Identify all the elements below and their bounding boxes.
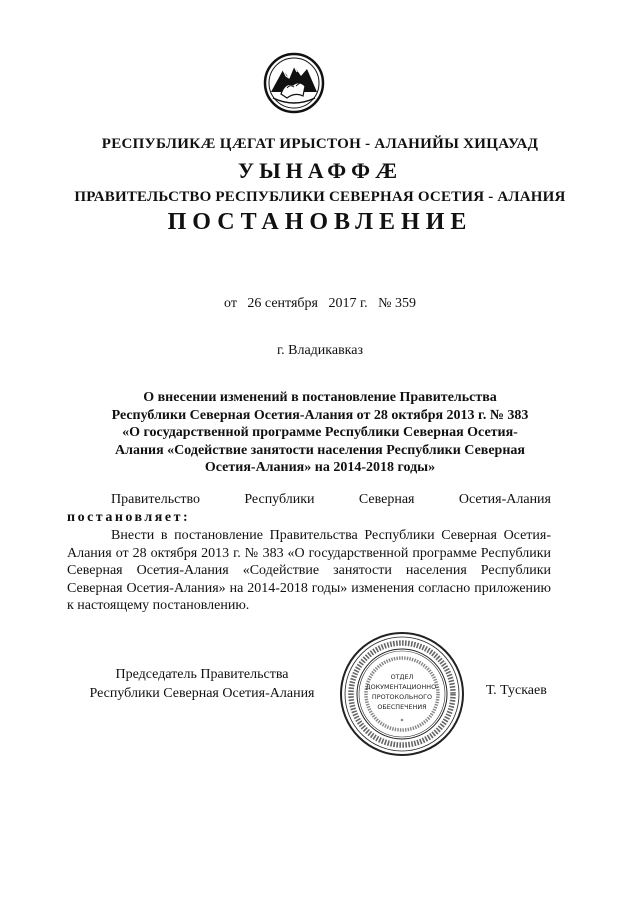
decree-title: [80, 389, 560, 477]
decree-title-line: Осетия-Алания» на 2014-2018 годы»: [204, 460, 436, 475]
decree-date-number: от 26 сентября 2017 г. № 359: [224, 296, 416, 311]
coat-of-arms-icon: [263, 52, 325, 114]
seal-center-line: ДОКУМЕНТАЦИОННО-: [365, 683, 439, 691]
resolves-keyword: постановляет:: [67, 509, 191, 525]
seal-center-line: ПРОТОКОЛЬНОГО: [371, 693, 433, 701]
decree-city: г. Владикавказ: [276, 343, 364, 358]
decree-title-line: О внесении изменений в постановление Правительства: [143, 390, 497, 405]
decree-title-line: Республики Северная Осетия-Алания от 28 октября 2013 г. № 383: [111, 407, 529, 423]
svg-text:*: *: [400, 718, 404, 725]
header-ossetian-decree: УЫНАФФÆ: [237, 158, 403, 183]
seal-center-line: ОБЕСПЕЧЕНИЯ: [377, 703, 427, 711]
seal-center-line: ОТДЕЛ: [390, 673, 414, 681]
signatory-name: Т. Тускаев: [486, 683, 547, 698]
body-paragraph-resolves: [67, 491, 551, 526]
header-russian-government: ПРАВИТЕЛЬСТВО РЕСПУБЛИКИ СЕВЕРНАЯ ОСЕТИЯ - АЛАНИЯ: [74, 189, 566, 205]
official-seal-icon: [338, 630, 466, 758]
signatory-position-line: Председатель Правительства: [115, 667, 289, 682]
signatory-position-line: Республики Северная Осетия-Алания: [89, 686, 315, 701]
decree-title-line: Алания «Содействие занятости населения Республики Северная: [115, 442, 525, 458]
header-ossetian-government: РЕСПУБЛИКÆ ЦÆГАТ ИРЫСТОН - АЛАНИЙЫ ХИЦАУАД: [101, 136, 539, 152]
decree-title-line: «О государственной программе Республики Северная Осетия-: [122, 425, 518, 440]
body-paragraph-amendment: Внести в постановление Правительства Республики Северная Осетия-Алания от 28 октября 2013 г. № 383 «О государственной программе Республики Северная Осетия-Алания «Содействие занятости населения Республики Северная Осетия-Алания» на 2014-2018 годы» изменения согласно приложению к настоящему постановлению.: [67, 528, 551, 613]
signatory-position: [72, 665, 332, 703]
header-russian-decree: ПОСТАНОВЛЕНИЕ: [167, 209, 473, 235]
body-paragraph-text: Правительство Республики Северная Осетия-Алания: [111, 492, 551, 507]
